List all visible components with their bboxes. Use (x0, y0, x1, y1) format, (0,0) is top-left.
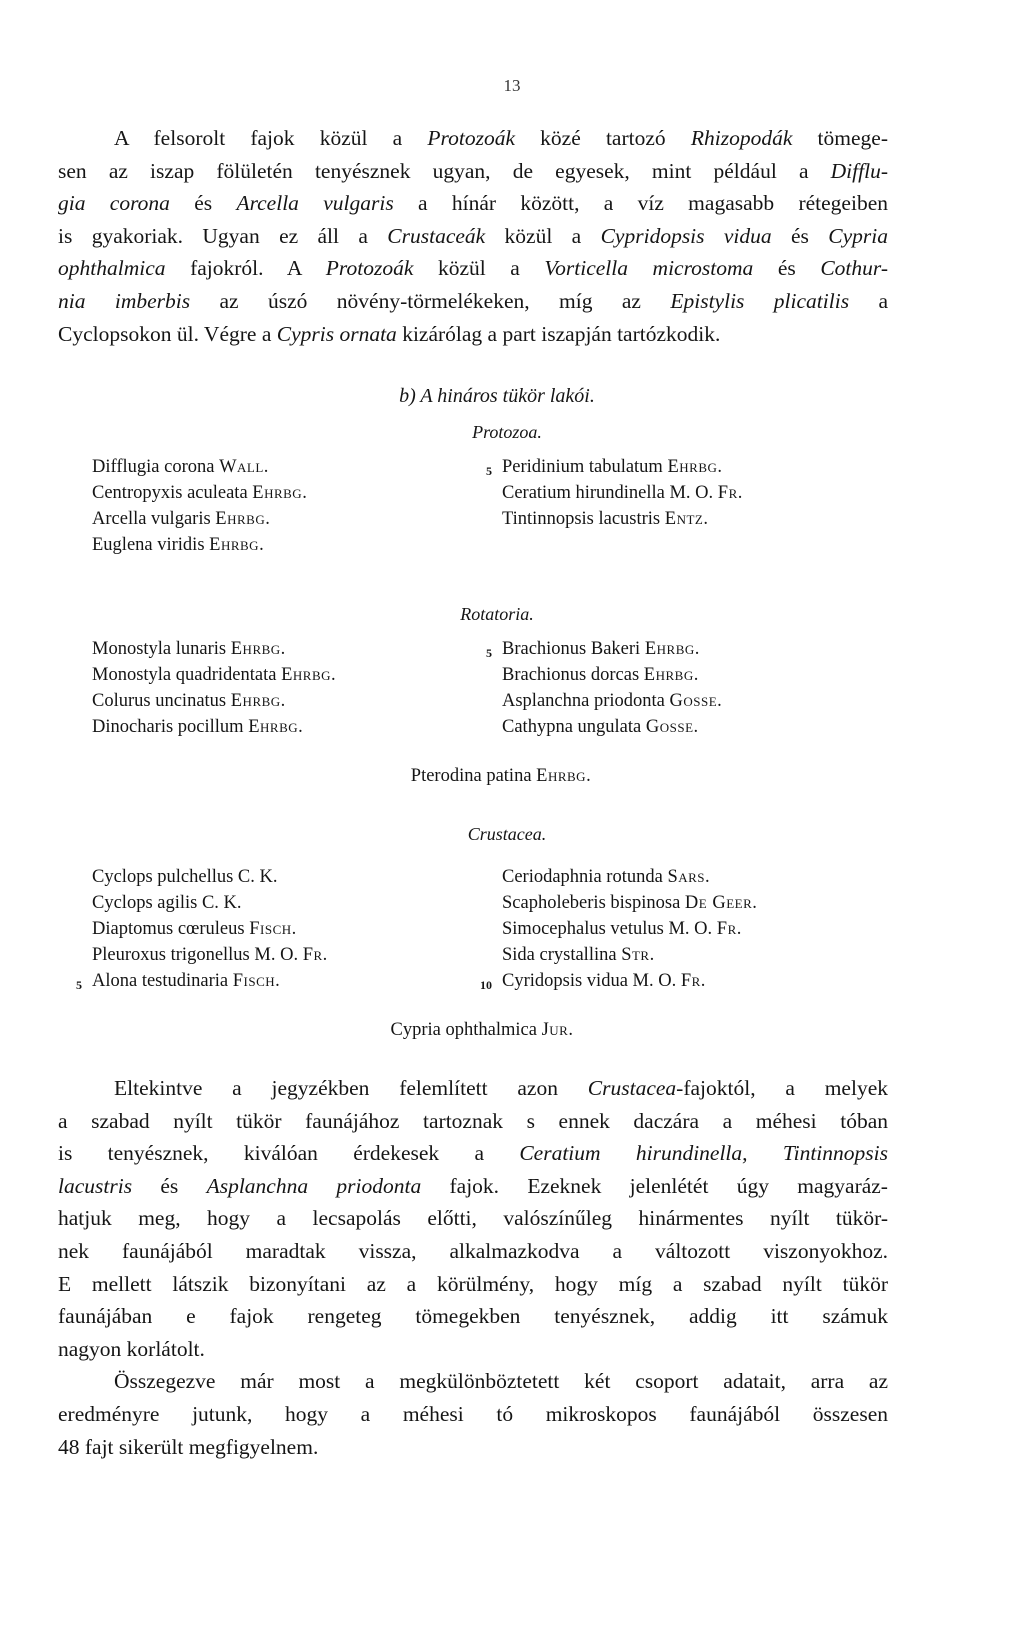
text-run: E mellett látszik bizonyítani az a körülmény, hogy míg a szabad nyílt tükör (58, 1271, 888, 1296)
species-entry (92, 968, 328, 994)
taxon-italic: Difflu- (830, 158, 888, 183)
taxon-italic: Protozoák (325, 256, 414, 281)
taxon-italic: gia corona (58, 191, 170, 216)
species-entry-centered (0, 766, 1024, 787)
text-run: és (753, 256, 821, 281)
species-entry (92, 714, 336, 740)
species-author: Fr. (716, 919, 742, 939)
text-run: közé tartozó (515, 126, 691, 150)
species-entry (502, 916, 757, 942)
species-name: Asplanchna priodonta (502, 691, 670, 711)
species-name: Pterodina patina (410, 766, 537, 786)
taxon-italic: Cothur- (820, 256, 888, 281)
species-author: Ehrbg. (252, 483, 308, 503)
species-entry (92, 864, 328, 890)
species-entry (502, 506, 743, 532)
subsection-title-rotatoria: Rotatoria. (460, 604, 534, 624)
text-run: fajokról. A (165, 256, 326, 281)
text-line (58, 318, 888, 351)
species-entry (92, 688, 336, 714)
taxon-italic: Cypridopsis vidua (600, 223, 772, 248)
species-entry (502, 890, 757, 916)
species-name: Brachionus Bakeri (502, 639, 645, 659)
taxon-italic: Crustaceák (387, 223, 486, 248)
species-name: Pleuroxus trigonellus M. O. (92, 945, 303, 965)
taxon-italic: Protozoák (427, 126, 515, 150)
species-entry (502, 714, 722, 740)
species-list-left (92, 864, 328, 994)
species-entry (92, 506, 307, 532)
section-heading: b) A hináros tükör lakói. (399, 385, 595, 407)
species-entry (502, 480, 743, 506)
species-entry (502, 688, 722, 714)
species-author: Ehrbg. (536, 766, 592, 786)
species-entry (502, 636, 722, 662)
species-author: De Geer. (684, 893, 758, 913)
species-name: Cyridopsis vidua M. O. (502, 971, 681, 991)
taxon-italic: lacustris (58, 1173, 133, 1198)
species-name: Brachionus dorcas (502, 665, 644, 685)
text-line (58, 1431, 888, 1464)
text-line (58, 155, 888, 188)
text-line (58, 1137, 888, 1170)
text-run: közül a (485, 223, 601, 248)
species-entry (92, 942, 328, 968)
text-run: -fajoktól, a melyek (676, 1076, 888, 1100)
species-name: Cyclops agilis C. K. (92, 893, 242, 913)
species-author: Fisch. (232, 971, 281, 991)
text-line (58, 1333, 888, 1366)
text-line (58, 1300, 888, 1333)
text-line (58, 252, 888, 285)
species-list-left (92, 454, 307, 558)
species-name: Ceriodaphnia rotunda (502, 867, 668, 887)
species-author: Gosse. (669, 691, 723, 711)
text-line (58, 1235, 888, 1268)
species-name: Monostyla quadridentata (92, 665, 282, 685)
taxon-italic: Cypris ornata (276, 321, 397, 346)
taxon-italic: Rhizopodák (690, 126, 793, 150)
species-entry (502, 968, 757, 994)
text-line (58, 1072, 888, 1105)
taxon-italic: Cypria (828, 223, 888, 248)
species-author: Ehrbg. (215, 509, 271, 529)
text-run: tömege- (792, 126, 888, 150)
taxon-italic: Asplanchna priodonta (206, 1173, 422, 1198)
species-author: Fr. (680, 971, 706, 991)
taxon-italic: Ceratium hirundinella, Tintinnopsis (519, 1141, 888, 1166)
species-author: Gosse. (645, 717, 699, 737)
line-number: 5 (486, 646, 492, 660)
text-line (58, 285, 888, 318)
text-run: az úszó növény-törmelékeken, míg az (190, 288, 671, 313)
text-run: és (771, 223, 829, 248)
text-run: eredményre jutunk, hogy a méhesi tó mikroskopos faunájából összesen (58, 1401, 888, 1426)
taxon-italic: Epistylis plicatilis (670, 288, 850, 313)
species-author: Jur. (541, 1020, 574, 1040)
text-run: és (132, 1173, 207, 1198)
species-entry (92, 890, 328, 916)
taxon-italic: Crustacea (587, 1076, 677, 1100)
species-list-right (502, 636, 722, 740)
line-number: 5 (486, 464, 492, 478)
taxon-italic: Vorticella microstoma (544, 256, 754, 281)
species-author: Fr. (717, 483, 743, 503)
text-run: Cyclopsokon ül. Végre a (58, 321, 277, 346)
page-number: 13 (503, 76, 521, 95)
text-run: faunájában e fajok rengeteg tömegekben tenyésznek, addig itt számuk (58, 1304, 888, 1329)
text-line (58, 1398, 888, 1431)
species-author: Ehrbg. (230, 691, 286, 711)
text-line (58, 1268, 888, 1301)
species-author: Ehrbg. (643, 665, 699, 685)
species-author: Sars. (667, 867, 711, 887)
species-name: Monostyla lunaris (92, 639, 231, 659)
text-line (58, 1365, 888, 1398)
text-run: kizárólag a part iszapján tartózkodik. (396, 321, 721, 346)
species-author: Wall. (219, 457, 269, 477)
species-name: Ceratium hirundinella M. O. (502, 483, 718, 503)
species-author: Ehrbg. (281, 665, 337, 685)
line-number: 10 (480, 978, 492, 992)
species-author: Fisch. (249, 919, 297, 939)
species-entry (92, 480, 307, 506)
text-run: nagyon korlátolt. (58, 1336, 205, 1361)
species-list-right (502, 454, 743, 532)
text-run: hatjuk meg, hogy a lecsapolás előtti, valószínűleg hinármentes nyílt tükör- (58, 1206, 888, 1231)
species-name: Scapholeberis bispinosa (502, 893, 685, 913)
text-line (58, 1105, 888, 1138)
species-list-right (502, 864, 757, 994)
species-entry (92, 454, 307, 480)
species-entry (502, 662, 722, 688)
text-run: A felsorolt fajok közül a (114, 126, 428, 150)
species-name: Sida crystallina (502, 945, 622, 965)
paragraph-intro (58, 122, 888, 350)
species-name: Alona testudinaria (92, 971, 233, 991)
species-author: Ehrbg. (667, 457, 723, 477)
text-run: is tenyésznek, kiválóan érdekesek a (58, 1141, 520, 1166)
species-entry-centered (0, 1020, 1024, 1041)
species-author: Str. (621, 945, 655, 965)
species-name: Colurus uncinatus (92, 691, 231, 711)
species-entry (502, 864, 757, 890)
species-name: Peridinium tabulatum (502, 457, 668, 477)
species-entry (92, 662, 336, 688)
subsection-title-crustacea: Crustacea. (467, 824, 547, 844)
species-name: Euglena viridis (92, 535, 210, 555)
species-entry (92, 916, 328, 942)
species-name: Difflugia corona (92, 457, 220, 477)
text-line (58, 122, 888, 155)
species-name: Tintinnopsis lacustris (502, 509, 665, 529)
text-run: sen az iszap fölületén tenyésznek ugyan, de egyesek, mint például a (58, 158, 831, 183)
species-entry (92, 532, 307, 558)
species-name: Centropyxis aculeata (92, 483, 253, 503)
text-run: Összegezve már most a megkülönböztetett két csoport adatait, arra az (114, 1369, 888, 1394)
species-list-left (92, 636, 336, 740)
taxon-italic: Arcella vulgaris (236, 191, 394, 216)
species-author: Ehrbg. (209, 535, 265, 555)
species-author: Entz. (664, 509, 709, 529)
species-name: Cypria ophthalmica (390, 1020, 542, 1040)
text-line (58, 1202, 888, 1235)
taxon-italic: ophthalmica (58, 256, 166, 281)
species-entry (502, 942, 757, 968)
species-author: Ehrbg. (230, 639, 286, 659)
text-line (58, 1170, 888, 1203)
species-author: Ehrbg. (248, 717, 304, 737)
species-name: Arcella vulgaris (92, 509, 216, 529)
text-line (58, 187, 888, 220)
species-author: Ehrbg. (644, 639, 700, 659)
species-name: Cathypna ungulata (502, 717, 646, 737)
text-run: fajok. Ezeknek jelenlétét úgy magyaráz- (421, 1173, 888, 1198)
subsection-title-protozoa: Protozoa. (472, 422, 542, 442)
species-name: Simocephalus vetulus M. O. (502, 919, 717, 939)
species-name: Dinocharis pocillum (92, 717, 249, 737)
species-entry (92, 636, 336, 662)
text-line (58, 220, 888, 253)
text-run: közül a (413, 256, 545, 281)
text-run: is gyakoriak. Ugyan ez áll a (58, 223, 388, 248)
text-run: a hínár között, a víz magasabb rétegeiben (393, 191, 888, 216)
taxon-italic: nia imberbis (58, 288, 191, 313)
text-run: a (849, 288, 888, 313)
text-run: Eltekintve a jegyzékben felemlített azon (114, 1076, 588, 1100)
species-entry (502, 454, 743, 480)
text-run: nek faunájából maradtak vissza, alkalmazkodva a változott viszonyokhoz. (58, 1238, 888, 1263)
line-number: 5 (76, 978, 82, 992)
species-author: Fr. (302, 945, 328, 965)
paragraph-conclusion (58, 1072, 888, 1463)
species-name: Cyclops pulchellus C. K. (92, 867, 278, 887)
text-run: a szabad nyílt tükör faunájához tartoznak s ennek daczára a méhesi tóban (58, 1108, 888, 1133)
text-run: és (169, 191, 237, 216)
species-name: Diaptomus cœruleus (92, 919, 250, 939)
text-run: 48 fajt sikerült megfigyelnem. (58, 1434, 319, 1459)
